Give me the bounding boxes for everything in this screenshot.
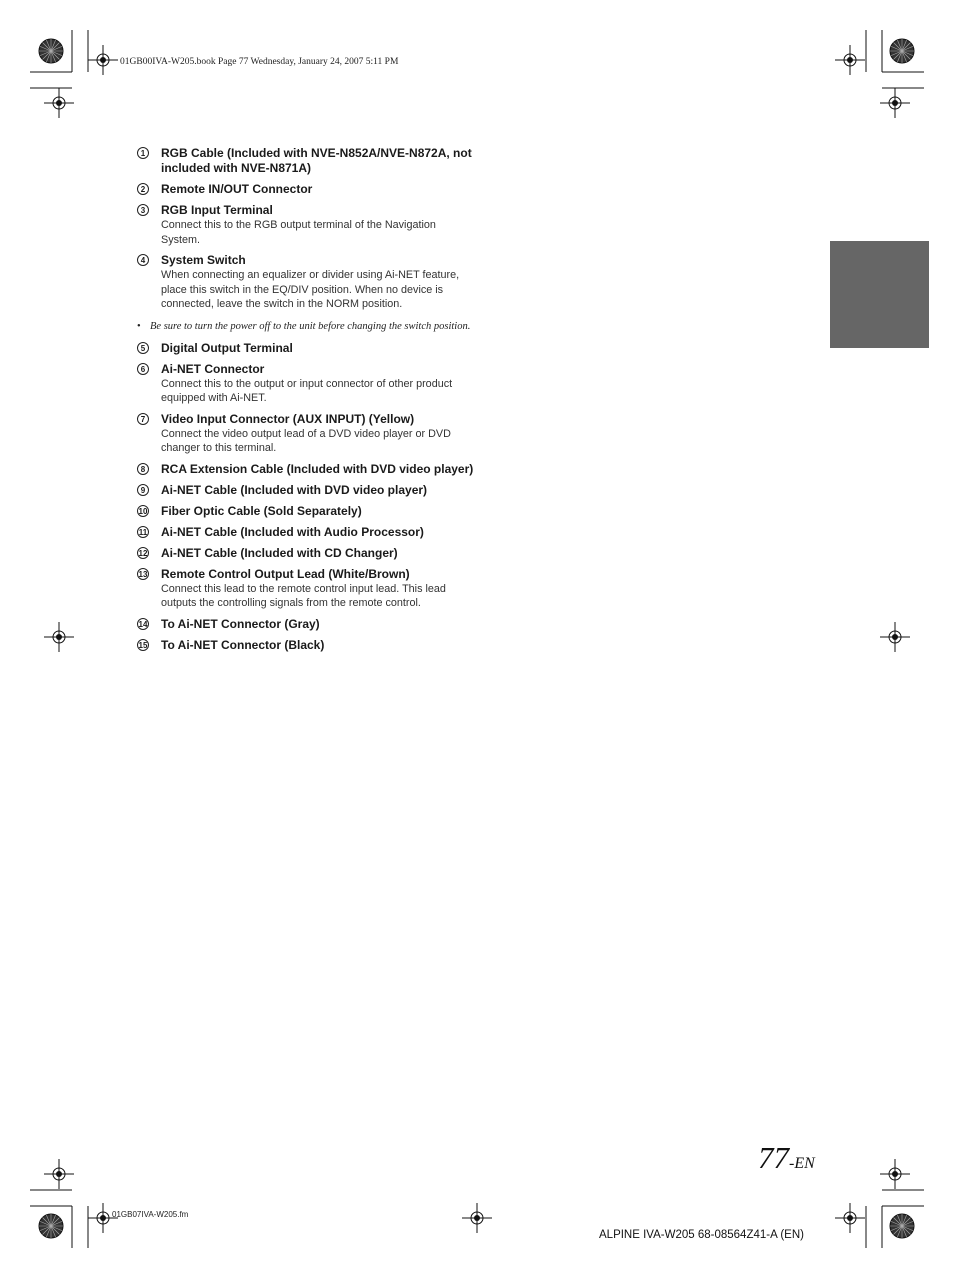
item-number-badge: 6 <box>137 363 149 375</box>
item-title: Ai-NET Cable (Included with DVD video player) <box>161 482 428 497</box>
item-number-badge: 14 <box>138 619 148 629</box>
item-title: Ai-NET Connector <box>161 361 265 376</box>
list-item <box>137 546 477 561</box>
list-item <box>137 182 477 197</box>
item-title: RGB Input Terminal <box>161 203 273 217</box>
item-number-badge: 9 <box>137 484 149 496</box>
item-description: Connect this to the RGB output terminal of the Navigation System. <box>161 219 436 246</box>
connector-list-part-1 <box>137 146 477 312</box>
item-title: Fiber Optic Cable (Sold Separately) <box>161 503 362 518</box>
item-number-badge: 8 <box>137 463 149 475</box>
list-item <box>137 504 477 519</box>
page-number-suffix: -EN <box>789 1155 815 1172</box>
section-tab <box>830 241 929 348</box>
item-number-badge: 12 <box>138 548 148 558</box>
list-item <box>137 362 477 406</box>
list-item <box>137 341 477 356</box>
item-number-badge: 7 <box>137 413 149 425</box>
item-description: Connect the video output lead of a DVD video player or DVD changer to this terminal. <box>161 427 451 454</box>
connector-list-part-2 <box>137 341 477 653</box>
item-number-badge: 1 <box>137 147 149 159</box>
item-title: Remote Control Output Lead (White/Brown) <box>161 566 410 581</box>
page-number <box>758 1140 815 1176</box>
list-item <box>137 638 477 653</box>
list-item <box>137 412 477 456</box>
book-info-header: 01GB00IVA-W205.book Page 77 Wednesday, January 24, 2007 5:11 PM <box>120 57 399 67</box>
item-title: Ai-NET Cable (Included with CD Changer) <box>161 545 398 560</box>
item-number-badge: 4 <box>137 254 149 266</box>
list-item <box>137 483 477 498</box>
item-number-badge: 15 <box>138 640 148 650</box>
item-title: Ai-NET Cable (Included with Audio Processor) <box>161 524 424 539</box>
source-file-name: 01GB07IVA-W205.fm <box>112 1210 189 1219</box>
item-title: To Ai-NET Connector (Black) <box>161 637 325 652</box>
item-number-badge: 3 <box>137 204 149 216</box>
item-number-badge: 13 <box>138 569 148 579</box>
item-title: To Ai-NET Connector (Gray) <box>161 616 320 631</box>
list-item <box>137 203 477 247</box>
caution-note <box>137 320 477 333</box>
connector-list <box>137 146 477 659</box>
item-description: Connect this lead to the remote control input lead. This lead outputs the controlling signals from the remote control. <box>161 582 446 609</box>
item-number-badge: 2 <box>137 183 149 195</box>
item-title: RCA Extension Cable (Included with DVD video player) <box>161 461 474 476</box>
note-text: Be sure to turn the power off to the unit before changing the switch position. <box>150 320 471 332</box>
item-description: Connect this to the output or input connector of other product equipped with Ai-NET. <box>161 377 453 404</box>
item-description: When connecting an equalizer or divider using Ai-NET feature, place this switch in the EQ/DIV position. When no device is connected, leave the switch in the NORM position. <box>161 269 460 310</box>
note-bullet: • <box>137 320 141 332</box>
item-title: Video Input Connector (AUX INPUT) (Yellow) <box>161 411 415 426</box>
list-item <box>137 146 477 176</box>
list-item <box>137 253 477 312</box>
item-title: Digital Output Terminal <box>161 340 293 355</box>
page-number-value: 77 <box>758 1140 789 1175</box>
item-title: Remote IN/OUT Connector <box>161 182 313 196</box>
item-title: System Switch <box>161 253 246 267</box>
item-title: RGB Cable (Included with NVE-N852A/NVE-N872A, not included with NVE-N871A) <box>161 146 472 175</box>
model-footer: ALPINE IVA-W205 68-08564Z41-A (EN) <box>599 1229 804 1241</box>
item-number-badge: 11 <box>138 527 148 537</box>
item-number-badge: 10 <box>138 506 148 516</box>
item-number-badge: 5 <box>137 342 149 354</box>
list-item <box>137 617 477 632</box>
list-item <box>137 567 477 611</box>
list-item <box>137 462 477 477</box>
list-item <box>137 525 477 540</box>
